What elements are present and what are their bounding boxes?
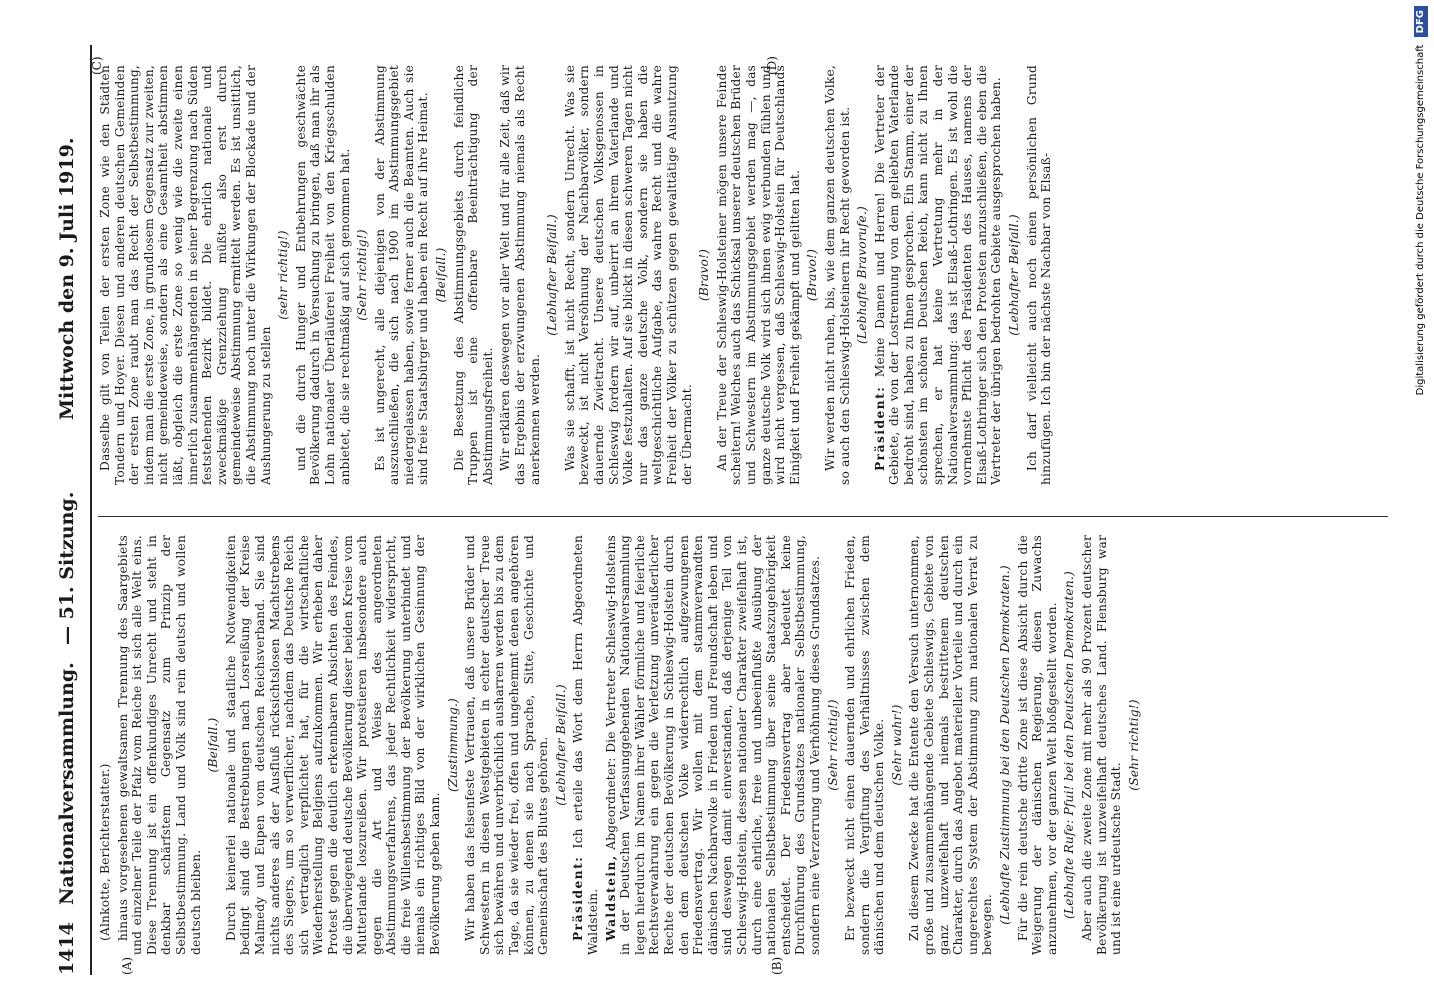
reaction-note: (Sehr richtig!) xyxy=(1126,699,1141,791)
paragraph-text: Ich erteile das Wort dem Herrn Abgeordneten Waldstein. xyxy=(571,535,600,955)
page-number: 1414 xyxy=(56,922,78,975)
paragraph: Es ist ungerecht, alle diejenigen von der Abstimmung auszuschließen, die sich nach 1900 im Abstimmungsgebiet niedergelassen haben, sowie ferner auch die Beamten. Auch sie sind freie Staatsbürger und haben ein Recht auf ihre Heimat. xyxy=(372,65,431,485)
reaction-note: (Lebhafter Beifall.) xyxy=(545,214,560,336)
paragraph: Die Besetzung des Abstimmungsgebiets durch feindliche Truppen ist eine offenbare Beeinträchtigung der Abstimmungsfreiheit. xyxy=(451,65,495,485)
paragraph: Aber auch die zweite Zone mit mehr als 90 Prozent deutscher Bevölkerung ist unzweifelhaft deutsches Land. Flensburg war und ist eine urdeutsche Stadt. xyxy=(1080,535,1124,955)
page-header xyxy=(50,45,92,975)
paragraph-text: Meine Damen und Herren! Die Vertreter der Gebiete, die von der Lostrennung von dem geliebten Vaterlande bedroht sind, haben zu Ihnen gesprochen. Ein Stamm, einer der schönsten im schönen Deutschen Reich, kann nicht zu Ihnen sprechen, er hat keine Vertretung mehr in der Nationalversammlung: das ist Elsaß-Lothringen. Es ist wohl die vornehmste Pflicht des Präsidenten des Hauses, namens der Elsaß-Lothringer sich den Protesten anzuschließen, die eben die Vertreter der übrigen bedrohten Gebiete ausgesprochen haben. xyxy=(872,65,1004,485)
header-session: — 51. Sitzung. xyxy=(56,491,78,645)
paragraph: Er bezweckt nicht einen dauernden und ehrlichen Frieden, sondern die Vergiftung des Verhältnisses zwischen dem dänischen und dem deutschen Volke. xyxy=(843,535,887,955)
paragraph: Dasselbe gilt von Teilen der ersten Zone wie den Städten Tondern und Hoyer. Diesen und anderen deutschen Gemeinden der ersten Zone raubt man das Recht der Selbstbestimmung, indem man die erste Zone, in grundlosem Gegensatz zur zweiten, nicht gemeindeweise, sondern als eine Gesamtheit abstimmen läßt, obgleich die erste Zone so wenig wie die zweite einen innerlich zusammenhängenden in seiner Begrenzung nach Süden feststehenden Bezirk bildet. Die ehrlich nationale und zweckmäßige Grenzziehung müßte also erst durch gemeindeweise Abstimmung ermittelt werden. Es ist unsittlich, die Abstimmung noch unter die Wirkungen der Blockade und der Aushungerung zu stellen xyxy=(98,65,273,485)
credit-text: Digitalisierung gefördert durch die Deutsche Forschungsgemeinschaft xyxy=(1415,44,1426,396)
text-column-right xyxy=(98,65,1398,485)
text-column-left xyxy=(98,535,1398,955)
paragraph: Wir haben das felsenfeste Vertrauen, daß unsere Brüder und Schwestern in diesen Westgebieten in echter deutscher Treue sich bewähren und unverbrüchlich ausharren werden bis zu dem Tage, da sie wieder frei, offen und ungehemmt denen angehören können, zu denen sie nach Sprache, Sitte, Geschichte und Gemeinschaft des Blutes gehören. xyxy=(463,535,551,955)
reaction-note: (Lebhafter Beifall.) xyxy=(1007,214,1022,336)
margin-mark-b: (B) xyxy=(770,956,784,975)
reaction-note: (Lebhafte Zustimmung bei den Deutschen Demokraten.) xyxy=(998,565,1013,925)
reaction-note: (Bravo!) xyxy=(697,248,712,302)
reaction-note: (Zustimmung.) xyxy=(445,698,460,792)
paragraph: Für die rein deutsche dritte Zone ist diese Absicht durch die Weigerung der dänischen Regierung, diesen Zuwachs anzunehmen, vor der ganzen Welt bloßgestellt worden. xyxy=(1015,535,1059,955)
reaction-note: (Lebhafte Rufe: Pfui! bei den Deutschen Demokraten.) xyxy=(1062,571,1077,919)
reaction-note: (Sehr wahr!) xyxy=(889,704,904,786)
reaction-note: (Lebhafter Beifall.) xyxy=(553,684,568,806)
reaction-note: (sehr richtig!) xyxy=(276,230,291,320)
paragraph-text: Abgeordneter: Die Vertreter Schleswig-Holsteins in der Deutschen Verfassunggebenden Nationalversammlung legen hierdurch im Namen ihrer Wähler förmliche und feierliche Rechtsverwahrung ein gegen die Verletzung unveräußerlicher Rechte der deutschen Bevölkerung in Schleswig-Holstein durch den dem deutschen Volke widerrechtlich aufgezwungenen Friedensvertrag. Wir wollen mit dem stammverwandten dänischen Nachbarvolke in Frieden und Freundschaft leben und sind deswegen damit einverstanden, daß derjenige Teil von Schleswig-Holstein, dessen nationaler Charakter zweifelhaft ist, durch eine ehrliche, freie und unbeeinflußte Ausübung der nationalen Selbstbestimmung über seine Staatszugehörigkeit entscheidet. Der Friedensvertrag aber bedeutet keine Durchführung des Grundsatzes nationaler Selbstbestimmung, sondern eine Verzerrung und Verhöhnung dieses Grundsatzes. xyxy=(603,535,822,955)
margin-mark-c: (C) xyxy=(90,56,104,75)
paragraph: Was sie schafft, ist nicht Recht, sondern Unrecht. Was sie bezweckt, ist nicht Versöhnung der Nachbarvölker, sondern dauernde Zwietracht. Unsere deutschen Volksgenossen in Schleswig fordern wir auf, unbeirrt an ihrem Vaterlande und Volke festzuhalten. Auf sie blickt in diesen schweren Tagen nicht nur das ganze deutsche Volk, sondern sie haben die weltgeschichtliche Aufgabe, das wahre Recht und die wahre Freiheit der Völker zu schützen gegen gewalttätige Ausnutzung der Übermacht. xyxy=(562,65,694,485)
speech-paragraph xyxy=(604,535,823,955)
paragraph: Durch keinerlei nationale und staatliche Notwendigkeiten bedingt sind die Bestrebungen nach Losreißung der Kreise Malmedy und Eupen vom deutschen Reichsverband. Sie sind nichts anderes als der Ausfluß rücksichtslosen Machtstrebens des Siegers, um so verwerflicher, nachdem das Deutsche Reich sich vertraglich verpflichtet hat, für die wirtschaftliche Wiederherstellung Belgiens aufzukommen. Wir erheben daher Protest gegen die deutlich erkennbaren Absichten des Feindes, die überwiegend deutsche Bevölkerung dieser beiden Kreise vom Mutterlande loszureißen. Wir protestieren insbesondere auch gegen die Art und Weise des angeordneten Abstimmungsverfahrens, das jeder Rechtlichkeit widerspricht, die freie Willensbestimmung der Bevölkerung unterbindet und niemals ein richtiges Bild von der wirklichen Gesinnung der Bevölkerung geben kann. xyxy=(223,535,443,955)
margin-mark-a: (A) xyxy=(120,956,134,975)
reaction-note: (Beifall.) xyxy=(434,247,449,303)
reaction-note: (Sehr richtig!) xyxy=(355,229,370,321)
header-date: Mittwoch den 9. Juli 1919. xyxy=(56,137,78,420)
digitization-credit xyxy=(1412,6,1430,994)
reaction-note: (Bravo!) xyxy=(805,248,820,302)
header-title: Nationalversammlung. xyxy=(56,662,78,905)
paragraph: Zu diesem Zwecke hat die Entente den Versuch unternommen, große und zusammenhängende Gebiete Schleswigs, Gebiete von ganz unzweifelhaft und niemals bestrittenem deutschen Charakter, durch das Angebot materieller Vorteile und durch ein ungerechtes System der Abstimmung zum nationalen Verrat zu bewegen. xyxy=(907,535,995,955)
speaker-name: Präsident: xyxy=(872,385,887,471)
reaction-note: (Lebhafte Bravorufe.) xyxy=(855,206,870,344)
speech-paragraph xyxy=(873,65,1004,485)
reaction-note: (Beifall.) xyxy=(206,717,221,773)
column-divider xyxy=(98,516,1388,517)
paragraph: Ich darf vielleicht auch noch einen persönlichen Grund hinzufügen. Ich bin der nächste Nachbar von Elsaß- xyxy=(1024,65,1054,485)
paragraph: Wir erklären deswegen vor aller Welt und für alle Zeit, daß wir das Ergebnis der erzwungenen Abstimmung niemals als Recht anerkennen werden. xyxy=(498,65,542,485)
reaction-note: (Sehr richtig!) xyxy=(825,699,840,791)
dfg-logo: DFG xyxy=(1414,6,1428,37)
speaker-name: Waldstein, xyxy=(603,854,618,941)
speaker-name: Präsident: xyxy=(571,855,586,941)
paragraph: hinaus vorgesehenen gewaltsamen Trennung des Saargebiets und einzelner Teile der Pfalz vom Reiche ist sich alle Welt eins. Diese Trennung ist ein offenkundiges Unrecht und steht in denkbar schärfstem Gegensatz zum Prinzip der Selbstbestimmung. Land und Volk sind rein deutsch und wollen deutsch bleiben. xyxy=(115,535,203,955)
margin-mark-d: (D) xyxy=(765,56,779,75)
document-page xyxy=(50,45,1410,975)
paragraph: Wir werden nicht ruhen, bis, wie dem ganzen deutschen Volke, so auch den Schleswig-Holsteinern ihr Recht geworden ist. xyxy=(822,65,852,485)
paragraph: An der Treue der Schleswig-Holsteiner mögen unsere Feinde scheitern! Welches auch das Schicksal unserer deutschen Brüder und Schwestern im Abstimmungsgebiet werden mag —, das ganze deutsche Volk wird sich ihnen ewig verbunden fühlen und wird nicht vergessen, daß Schleswig-Holstein für Deutschlands Einigkeit und Freiheit gekämpft und gelitten hat. xyxy=(714,65,802,485)
speech-paragraph xyxy=(571,535,600,955)
paragraph: (Alnkotte, Berichterstatter.) xyxy=(98,763,112,941)
paragraph: und die durch Hunger und Entbehrungen geschwächte Bevölkerung dadurch in Versuchung zu bringen, daß man ihr als Lohn nationaler Überläuferei Freiheit von den Kriegsschulden anbietet, die sie rechtmäßig auf sich genommen hat. xyxy=(293,65,352,485)
